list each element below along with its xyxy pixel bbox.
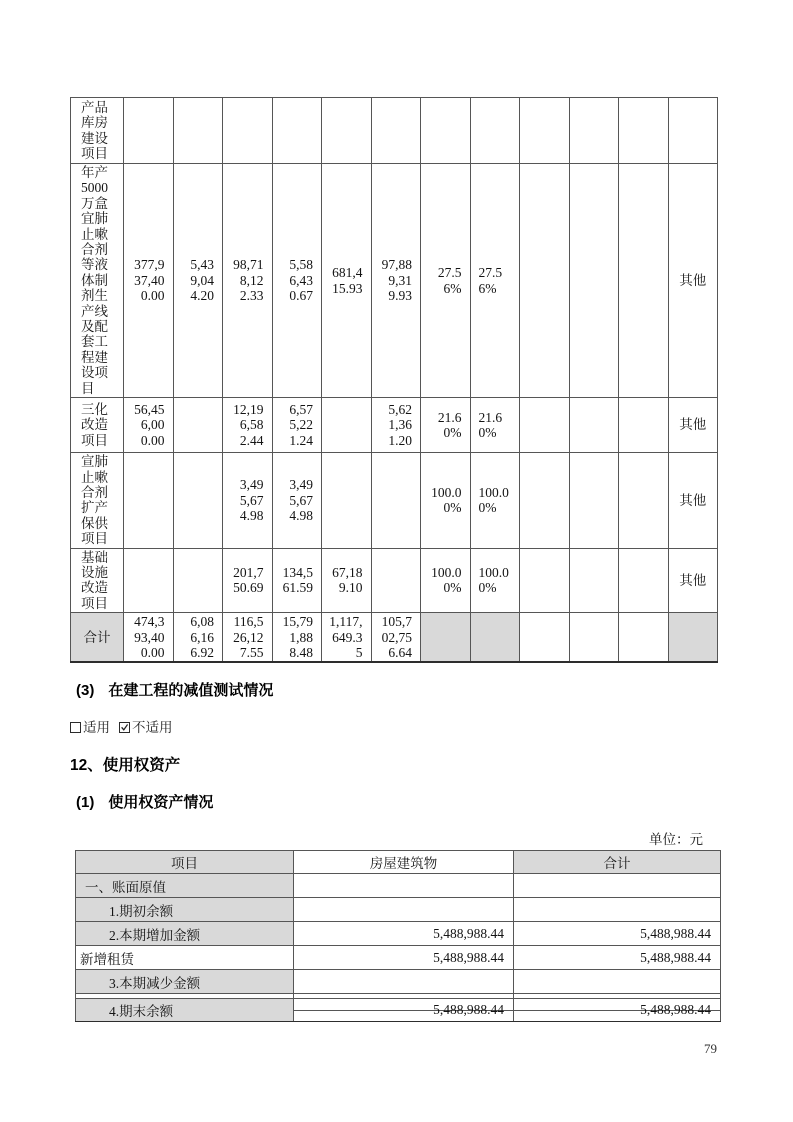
cip-cell: 其他: [668, 548, 718, 613]
cip-cell: 5,586,430.67: [272, 164, 322, 398]
unit-label: 单位：元: [649, 832, 703, 847]
cip-cell: 97,889,319.93: [371, 164, 421, 398]
section-3-title: 在建工程的减值测试情况: [108, 682, 274, 699]
rou-label-cell: 一、账面原值: [76, 874, 294, 898]
cip-cell: [421, 98, 471, 164]
cip-row: [71, 453, 718, 548]
rou-table-footer: [75, 998, 721, 1022]
rou-value-cell: 5,488,988.44: [294, 999, 514, 1022]
cip-cell: 3,495,674.98: [272, 453, 322, 548]
cip-cell: 681,415.93: [322, 164, 372, 398]
rou-row: [76, 970, 721, 994]
rou-value-cell: 5,488,988.44: [294, 946, 514, 970]
rou-table: [75, 850, 721, 1011]
cip-cell: 15,791,888.48: [272, 613, 322, 663]
rou-table-body: [76, 874, 721, 1011]
rou-value-cell: 5,488,988.44: [514, 922, 721, 946]
rou-row: [76, 946, 721, 970]
cip-cell: 宣肺止嗽合剂扩产保供项目: [71, 453, 124, 548]
cip-cell: 56,456,000.00: [124, 398, 174, 453]
cip-cell: [173, 453, 223, 548]
cip-cell: 21.60%: [421, 398, 471, 453]
cip-cell: 合计: [71, 613, 124, 663]
cip-cell: [569, 548, 619, 613]
rou-label-cell: 2.本期增加金额: [76, 922, 294, 946]
rou-value-cell: [294, 970, 514, 994]
cip-cell: [470, 98, 520, 164]
rou-value-cell: [514, 874, 721, 898]
cip-cell: [619, 613, 669, 663]
rou-label-cell: 新增租赁: [76, 946, 294, 970]
cip-cell: 6,575,221.24: [272, 398, 322, 453]
cip-cell: [619, 164, 669, 398]
cip-cell: 其他: [668, 164, 718, 398]
section-12-1-number: (1): [76, 794, 95, 811]
cip-cell: [520, 398, 570, 453]
cip-cell: 5,439,044.20: [173, 164, 223, 398]
cip-cell: 27.56%: [421, 164, 471, 398]
section-12-1-heading: [76, 791, 213, 812]
rou-row: [76, 922, 721, 946]
cip-cell: [173, 398, 223, 453]
rou-header-cell: 房屋建筑物: [294, 851, 514, 874]
section-12-1-title: 使用权资产情况: [108, 794, 214, 811]
cip-cell: 100.00%: [421, 453, 471, 548]
rou-value-cell: 5,488,988.44: [294, 922, 514, 946]
cip-cell: 其他: [668, 453, 718, 548]
cip-row: [71, 164, 718, 398]
cip-cell: [322, 453, 372, 548]
cip-cell: 1,117,649.35: [322, 613, 372, 663]
cip-cell: [569, 613, 619, 663]
cip-row: [71, 98, 718, 164]
not-applicable-option: [119, 720, 173, 735]
cip-cell: 12,196,582.44: [223, 398, 273, 453]
cip-cell: 基础设施改造项目: [71, 548, 124, 613]
rou-header-cell: 项目: [76, 851, 294, 874]
cip-cell: [124, 548, 174, 613]
cip-cell: [668, 98, 718, 164]
cip-cell: [371, 98, 421, 164]
cip-cell: [470, 613, 520, 663]
cip-cell: 6,086,166.92: [173, 613, 223, 663]
page-number: 79: [704, 1041, 717, 1056]
cip-cell: [322, 98, 372, 164]
rou-label-cell: 1.期初余额: [76, 898, 294, 922]
rou-value-cell: 5,488,988.44: [514, 999, 721, 1022]
rou-footer-row: [76, 999, 721, 1022]
cip-cell: [520, 98, 570, 164]
cip-table-body: [71, 98, 718, 663]
cip-cell: [173, 548, 223, 613]
cip-cell: 98,718,122.33: [223, 164, 273, 398]
section-3-number: (3): [76, 682, 95, 699]
rou-footer-body: [76, 999, 721, 1022]
cip-cell: [520, 548, 570, 613]
cip-cell: 474,393,400.00: [124, 613, 174, 663]
cip-cell: [520, 613, 570, 663]
rou-header-row: [76, 851, 721, 874]
section-3-heading: [76, 679, 273, 700]
cip-cell: 三化改造项目: [71, 398, 124, 453]
rou-value-cell: 5,488,988.44: [514, 946, 721, 970]
rou-label-cell: 4.期末余额: [76, 999, 294, 1022]
cip-cell: [322, 398, 372, 453]
rou-value-cell: [514, 970, 721, 994]
cip-cell: 3,495,674.98: [223, 453, 273, 548]
cip-cell: [421, 613, 471, 663]
cip-cell: [124, 98, 174, 164]
rou-label-cell: 3.本期减少金额: [76, 970, 294, 994]
rou-value-cell: [294, 898, 514, 922]
cip-cell: [569, 98, 619, 164]
cip-cell: [223, 98, 273, 164]
cip-table: [70, 97, 718, 663]
rou-row: [76, 898, 721, 922]
cip-cell: 产品库房建设项目: [71, 98, 124, 164]
cip-cell: 5,621,361.20: [371, 398, 421, 453]
section-12-heading: 12、使用权资产: [70, 757, 181, 774]
checkbox-checked-icon: [119, 722, 130, 733]
cip-cell: [272, 98, 322, 164]
cip-cell: [569, 453, 619, 548]
rou-header-cell: 合计: [514, 851, 721, 874]
cip-cell: [371, 453, 421, 548]
cip-cell: 67,189.10: [322, 548, 372, 613]
cip-cell: [619, 548, 669, 613]
cip-total-row: [71, 613, 718, 663]
cip-row: [71, 398, 718, 453]
rou-value-cell: [514, 898, 721, 922]
cip-cell: [668, 613, 718, 663]
cip-cell: 21.60%: [470, 398, 520, 453]
cip-cell: 其他: [668, 398, 718, 453]
cip-cell: 年产5000万盒宜肺止嗽合剂等液体制剂生产线及配套工程建设项目: [71, 164, 124, 398]
cip-cell: [173, 98, 223, 164]
cip-cell: 134,561.59: [272, 548, 322, 613]
cip-cell: [124, 453, 174, 548]
cip-cell: [520, 453, 570, 548]
cip-cell: [619, 398, 669, 453]
cip-cell: 116,526,127.55: [223, 613, 273, 663]
cip-cell: [619, 98, 669, 164]
rou-value-cell: [294, 874, 514, 898]
cip-cell: 27.56%: [470, 164, 520, 398]
applicability-options: [70, 716, 182, 736]
cip-cell: 100.00%: [470, 548, 520, 613]
cip-cell: [569, 398, 619, 453]
cip-cell: 377,937,400.00: [124, 164, 174, 398]
cip-cell: 201,750.69: [223, 548, 273, 613]
cip-cell: 100.00%: [470, 453, 520, 548]
cip-cell: [371, 548, 421, 613]
cip-cell: [619, 453, 669, 548]
cip-cell: 100.00%: [421, 548, 471, 613]
cip-cell: [520, 164, 570, 398]
applicable-label: 适用: [83, 720, 110, 735]
checkbox-unchecked-icon: [70, 722, 81, 733]
rou-row: [76, 874, 721, 898]
cip-cell: 105,702,756.64: [371, 613, 421, 663]
cip-cell: [569, 164, 619, 398]
applicable-option: [70, 720, 110, 735]
not-applicable-label: 不适用: [132, 720, 173, 735]
cip-row: [71, 548, 718, 613]
